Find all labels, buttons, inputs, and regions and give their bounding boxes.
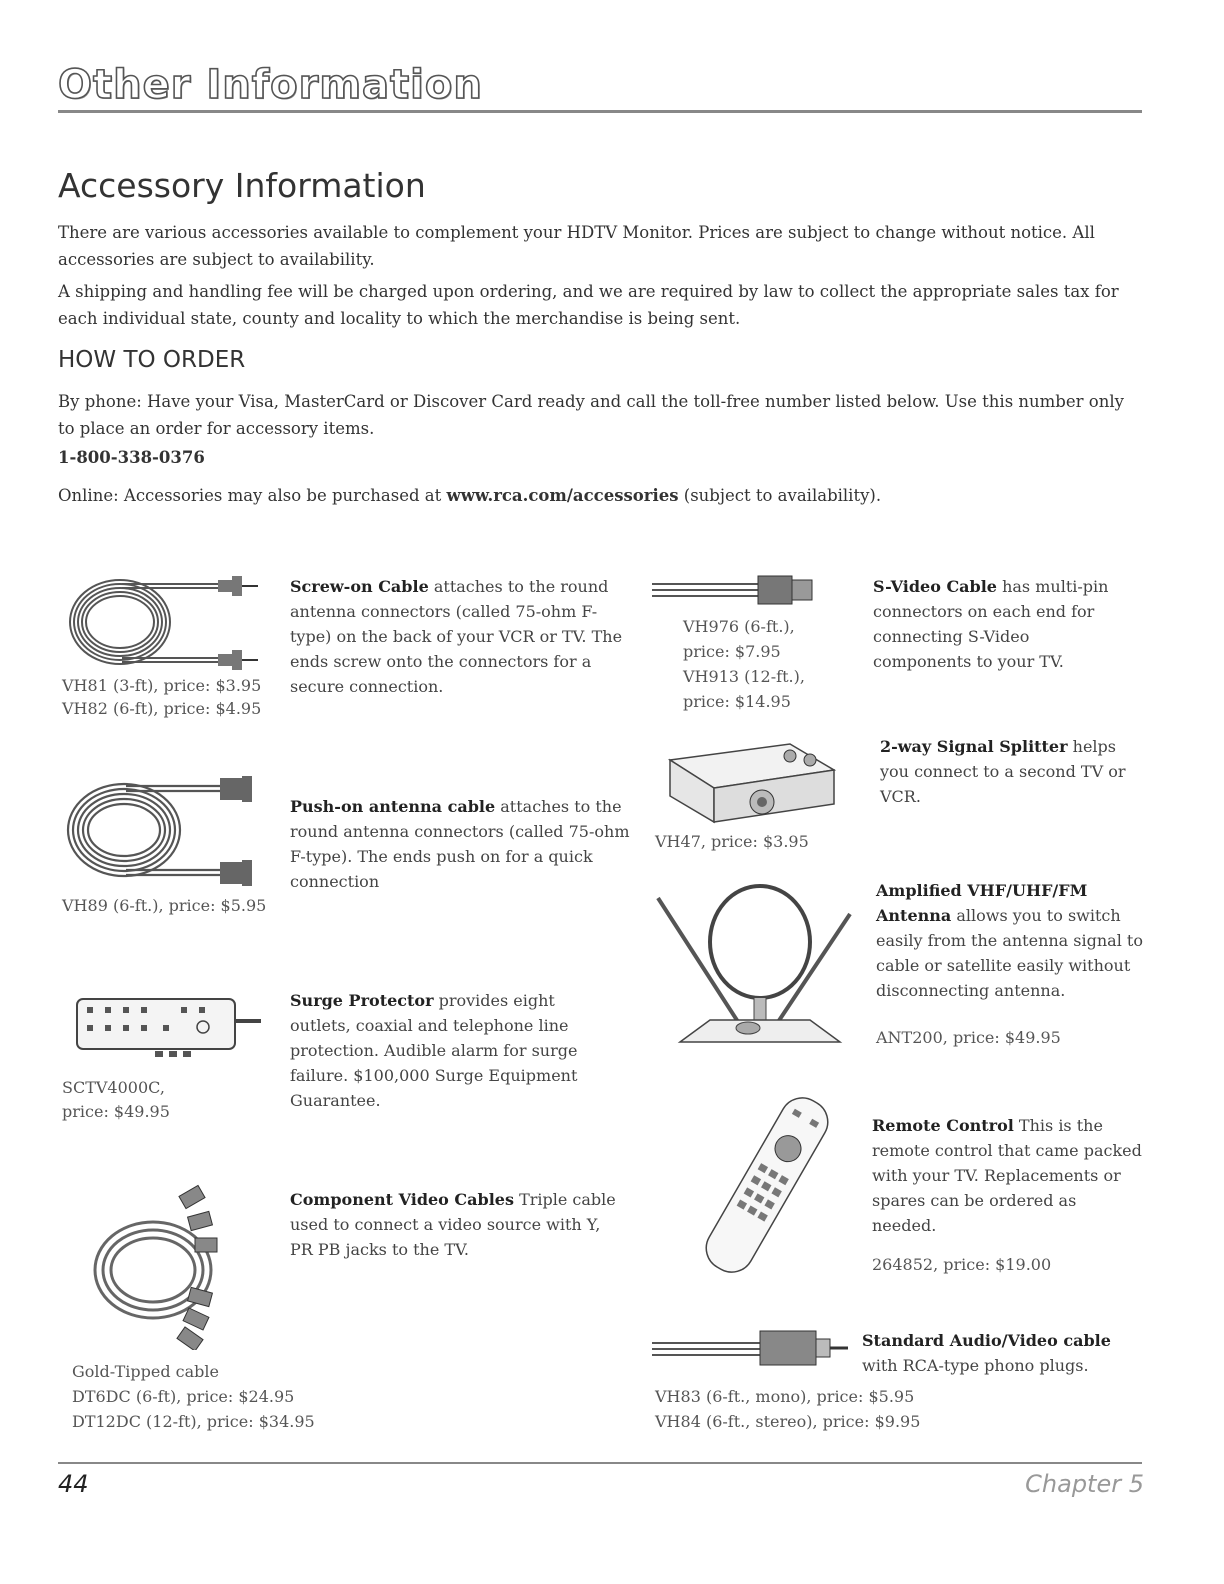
online-prefix: Online: Accessories may also be purchased at [58,486,447,505]
intro-paragraph-1: There are various accessories available to complement your HDTV Monitor. Prices are subject to change without notice. All accessories are subject to availability. [58,223,1095,269]
push-on-cable-name: Push-on antenna cable [290,797,496,816]
component-cables-name: Component Video Cables [290,1190,514,1209]
chapter-label: Chapter 5 [1025,1470,1144,1498]
antenna-desc: allows you to switch easily from the antenna signal to cable or satellite easily without disconnecting antenna. [876,906,1143,1000]
signal-splitter-desc: helps you connect to a second TV or VCR. [880,737,1126,806]
push-on-cable-image [62,772,277,892]
how-to-order-heading: HOW TO ORDER [58,347,246,373]
online-url-link[interactable]: www.rca.com/accessories [446,486,679,505]
push-on-cable-text [290,794,630,894]
intro-paragraph-2: A shipping and handling fee will be charged upon ordering, and we are required by law to collect the appropriate sales tax for each individual state, county and locality to which the merchandise is being sent. [58,282,1119,328]
s-video-caption-3: VH913 (12-ft.), [683,667,805,686]
push-on-cable-caption: VH89 (6-ft.), price: $5.95 [62,896,267,915]
by-phone-paragraph: By phone: Have your Visa, MasterCard or Discover Card ready and call the toll-free number listed below. Use this number only to place an order for accessory items. [58,392,1124,438]
signal-splitter-text [880,734,1140,809]
s-video-text [873,574,1123,674]
surge-protector-name: Surge Protector [290,991,434,1010]
antenna-caption: ANT200, price: $49.95 [876,1028,1061,1047]
surge-protector-image [75,995,265,1065]
surge-protector-text [290,988,610,1113]
screw-on-cable-name: Screw-on Cable [290,577,429,596]
section-header: Other Information [58,62,483,108]
footer-rule [58,1462,1142,1464]
antenna-name: Amplified VHF/UHF/FM Antenna [876,881,1088,925]
signal-splitter-image [650,730,840,825]
surge-protector-desc: provides eight outlets, coaxial and telephone line protection. Audible alarm for surge failure. $100,000 Surge Equipment Guarantee. [290,991,578,1110]
s-video-caption-4: price: $14.95 [683,692,791,711]
screw-on-cable-caption-1: VH81 (3-ft), price: $3.95 [62,676,262,695]
screw-on-cable-text [290,574,635,699]
remote-control-image [695,1085,840,1285]
screw-on-cable-image [62,572,272,682]
screw-on-cable-desc: attaches to the round antenna connectors (called 75-ohm F-type) on the back of your VCR or TV. The ends screw onto the connectors for a secure connection. [290,577,623,696]
av-cable-image [650,1325,855,1370]
remote-control-caption: 264852, price: $19.00 [872,1255,1052,1274]
s-video-name: S-Video Cable [873,577,997,596]
component-cables-caption-1: Gold-Tipped cable [72,1362,220,1381]
screw-on-cable-caption-2: VH82 (6-ft), price: $4.95 [62,699,262,718]
av-cable-text [862,1328,1142,1378]
surge-protector-caption-2: price: $49.95 [62,1102,170,1121]
component-cables-caption-3: DT12DC (12-ft), price: $34.95 [72,1412,315,1431]
page-number: 44 [58,1470,89,1498]
surge-protector-caption-1: SCTV4000C, [62,1078,165,1097]
page-title: Accessory Information [58,166,426,205]
av-cable-desc: with RCA-type phono plugs. [862,1356,1089,1375]
remote-control-text [872,1113,1142,1238]
online-paragraph [58,486,1138,505]
av-cable-caption-2: VH84 (6-ft., stereo), price: $9.95 [655,1412,921,1431]
component-cables-text [290,1187,620,1262]
s-video-desc: has multi-pin connectors on each end for connecting S-Video components to your TV. [873,577,1109,671]
phone-number: 1-800-338-0376 [58,448,205,467]
component-cables-desc: Triple cable used to connect a video source with Y, PR PB jacks to the TV. [290,1190,616,1259]
av-cable-name: Standard Audio/Video cable [862,1331,1111,1350]
component-cables-image [85,1180,255,1350]
s-video-cable-image [650,572,825,612]
push-on-cable-desc: attaches to the round antenna connectors (called 75-ohm F-type). The ends push on for a quick connection [290,797,630,891]
antenna-text [876,878,1151,1003]
remote-control-desc: This is the remote control that came packed with your TV. Replacements or spares can be ordered as needed. [872,1116,1142,1235]
header-rule [58,110,1142,113]
online-suffix: (subject to availability). [678,486,882,505]
signal-splitter-name: 2-way Signal Splitter [880,737,1068,756]
component-cables-caption-2: DT6DC (6-ft), price: $24.95 [72,1387,295,1406]
s-video-caption-2: price: $7.95 [683,642,781,661]
s-video-caption-1: VH976 (6-ft.), [683,617,795,636]
signal-splitter-caption: VH47, price: $3.95 [655,832,809,851]
remote-control-name: Remote Control [872,1116,1014,1135]
antenna-image [650,870,860,1060]
av-cable-caption-1: VH83 (6-ft., mono), price: $5.95 [655,1387,915,1406]
